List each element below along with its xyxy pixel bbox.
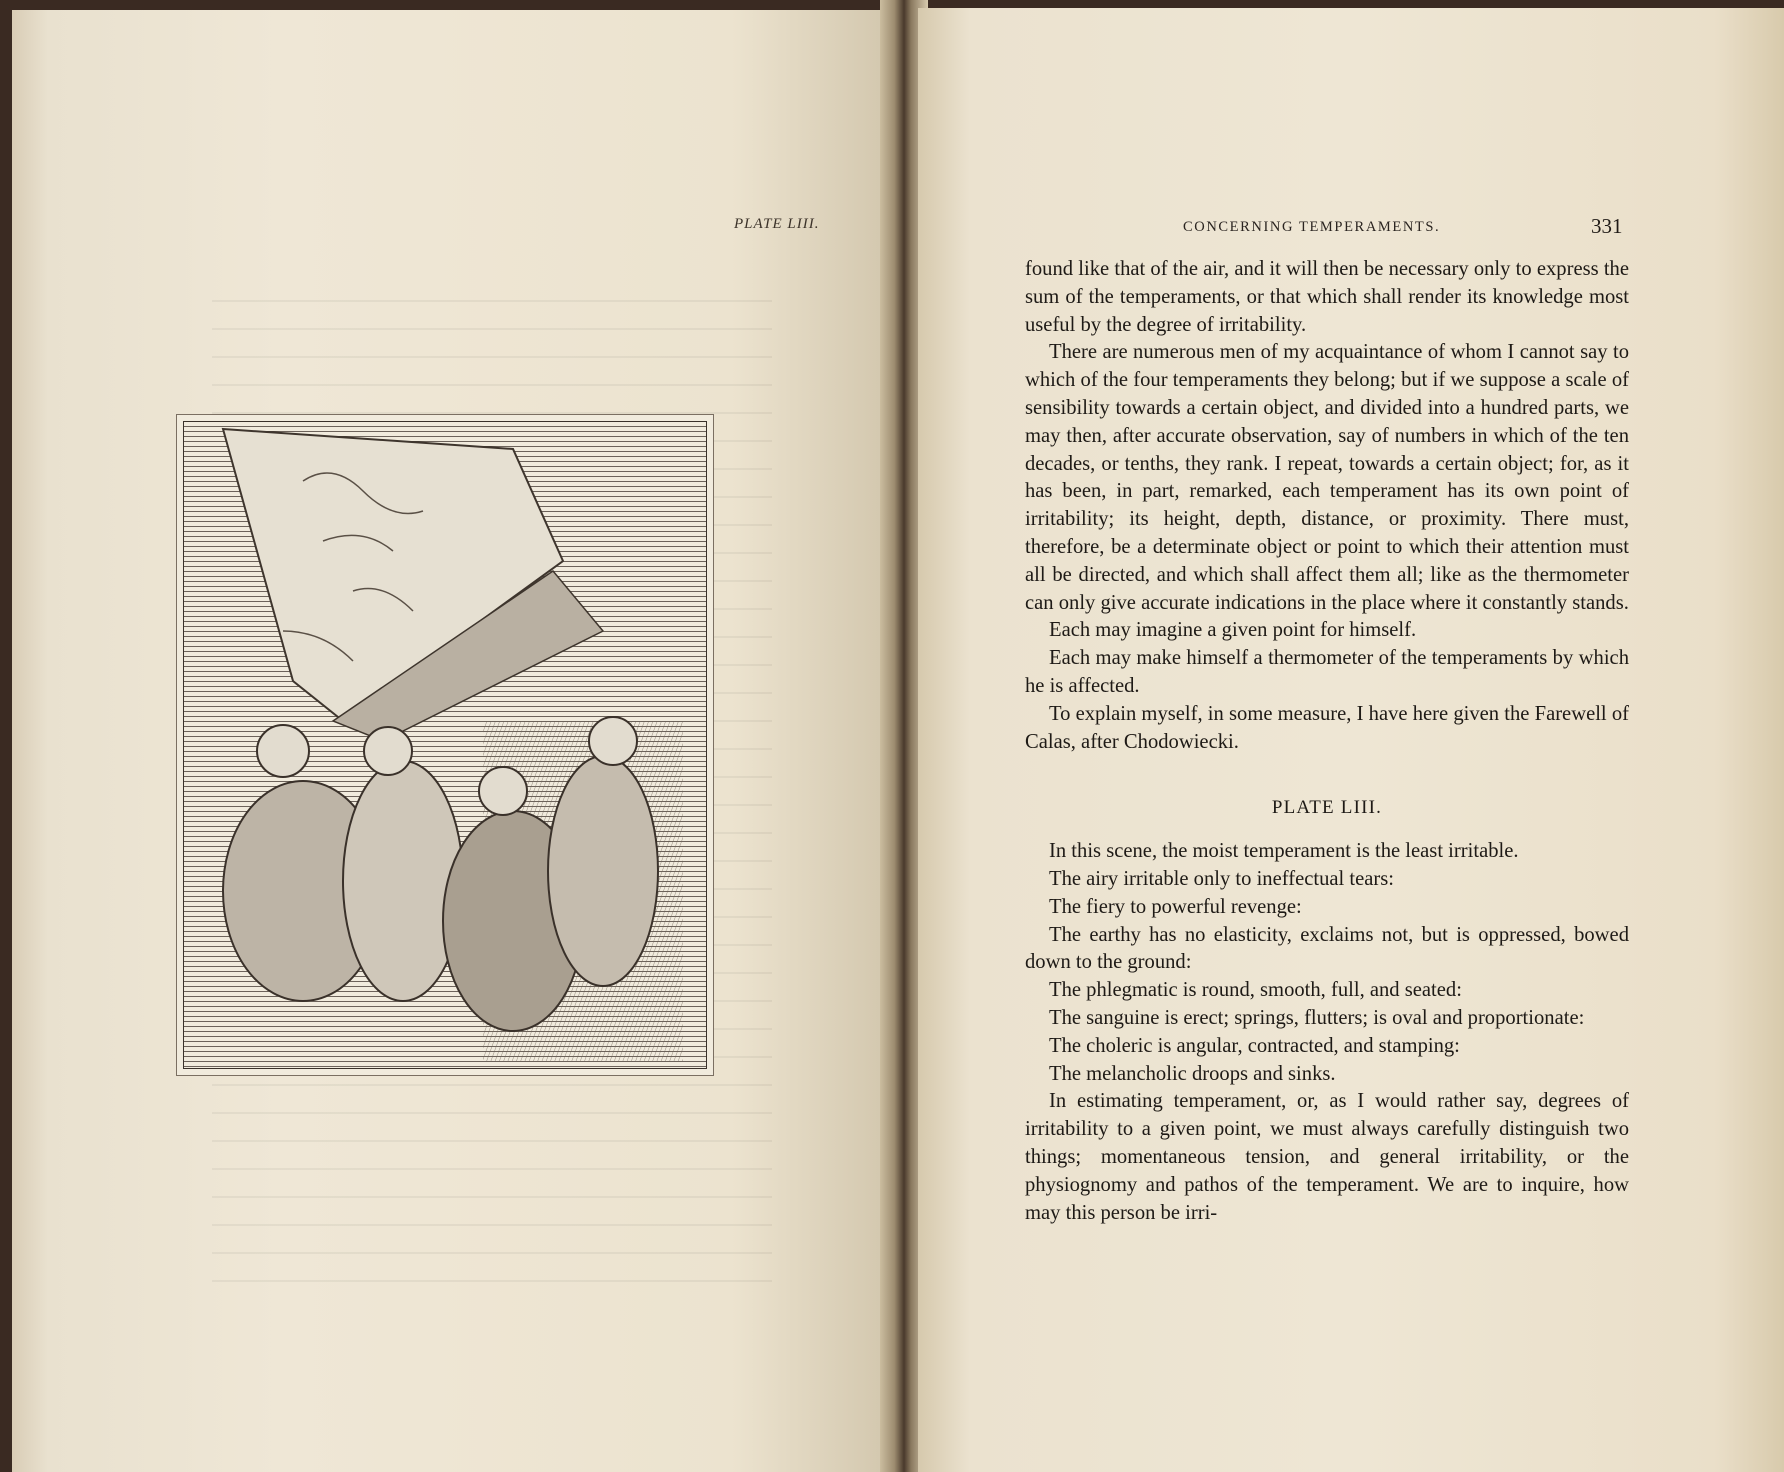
paragraphs-after-plate [1025, 838, 1629, 1227]
body-text [1025, 256, 1629, 1227]
plate-caption: PLATE LIII. [734, 216, 820, 232]
paragraph: found like that of the air, and it will then be necessary only to express the sum of the temperaments, or that which shall render its knowledge most useful by the degree of irritability. [1025, 258, 1629, 336]
paragraph: Each may imagine a given point for himself. [1049, 619, 1417, 642]
paragraph: The sanguine is erect; springs, flutters; is oval and proportionate: [1049, 1006, 1585, 1029]
paragraph: The fiery to powerful revenge: [1049, 895, 1302, 918]
paragraph: In this scene, the moist temperament is the least irritable. [1049, 840, 1519, 863]
paragraph: The airy irritable only to ineffectual tears: [1049, 867, 1394, 890]
paragraph: In estimating temperament, or, as I would rather say, degrees of irritability to a given point, we must always carefully distinguish two things; momentaneous tension, and general irritability, or the physiognomy and pathos of the temperament. We are to inquire, how may this person be irri- [1025, 1090, 1629, 1224]
paragraph: The earthy has no elasticity, exclaims not, but is oppressed, bowed down to the ground: [1025, 923, 1629, 974]
paragraph: Each may make himself a thermometer of the temperaments by which he is affected. [1025, 647, 1629, 697]
engraving-illustration [176, 414, 714, 1076]
paragraphs-before-plate [1025, 256, 1629, 756]
engraving-artwork [183, 421, 707, 1069]
page-number: 331 [1591, 214, 1623, 238]
paragraph: The phlegmatic is round, smooth, full, and seated: [1049, 979, 1462, 1002]
running-head: CONCERNING TEMPERAMENTS. [1183, 219, 1441, 235]
paragraph: To explain myself, in some measure, I have here given the Farewell of Calas, after Chodowiecki. [1025, 702, 1629, 753]
plate-heading: PLATE LIII. [1271, 797, 1383, 819]
paragraph: The choleric is angular, contracted, and stamping: [1049, 1034, 1460, 1057]
paragraph: There are numerous men of my acquaintance of whom I cannot say to which of the four temperaments they belong; but if we suppose a scale of sensibility towards a certain object, and divided into a hundred parts, we may then, after accurate observation, say of numbers in which of the ten decades, or tenths, they rank. I repeat, towards a certain object; for, as it has been, in part, remarked, each temperament has its own point of irritability; its height, depth, distance, or proximity. There must, therefore, be a determinate object or point to which their attention must all be directed, and which shall affect them all; like as the thermometer can only give accurate indications in the place where it constantly stands. [1025, 341, 1629, 614]
paragraph: The melancholic droops and sinks. [1049, 1062, 1336, 1085]
